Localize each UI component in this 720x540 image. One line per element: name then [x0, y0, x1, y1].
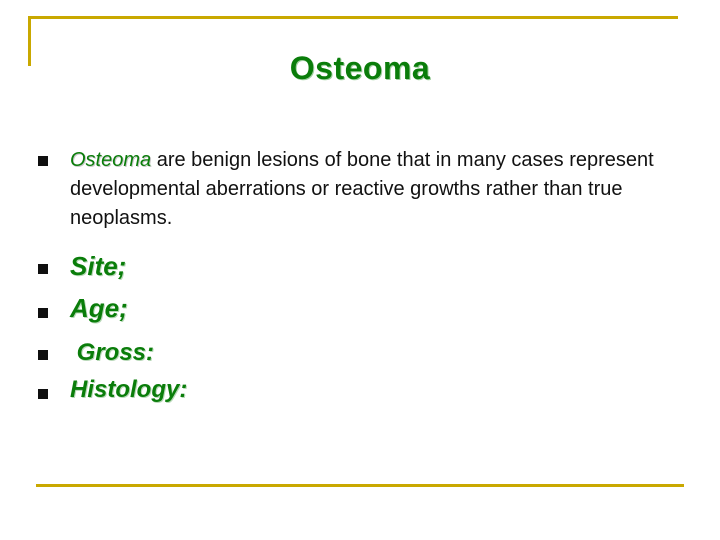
- list-item-site: Site;: [70, 251, 127, 281]
- frame-bottom-line: [36, 484, 684, 487]
- slide-title: [0, 50, 720, 87]
- bullet-square-icon: [38, 156, 48, 166]
- list-item-histology: Histology:: [70, 376, 188, 403]
- frame-top-line: [28, 16, 678, 19]
- bullet-square-icon: [38, 389, 48, 399]
- bullet-square-icon: [38, 308, 48, 318]
- intro-paragraph: [70, 146, 680, 233]
- intro-term: Osteoma: [70, 149, 152, 171]
- list-item-age: Age;: [70, 293, 128, 323]
- slide-title-text: Osteoma: [289, 50, 431, 86]
- bullet-square-icon: [38, 264, 48, 274]
- intro-text: are benign lesions of bone that in many cases represent developmental aberrations or reactive growths rather than true neoplasms.: [70, 149, 654, 229]
- bullet-square-icon: [38, 350, 48, 360]
- list-item-gross: Gross:: [70, 339, 155, 366]
